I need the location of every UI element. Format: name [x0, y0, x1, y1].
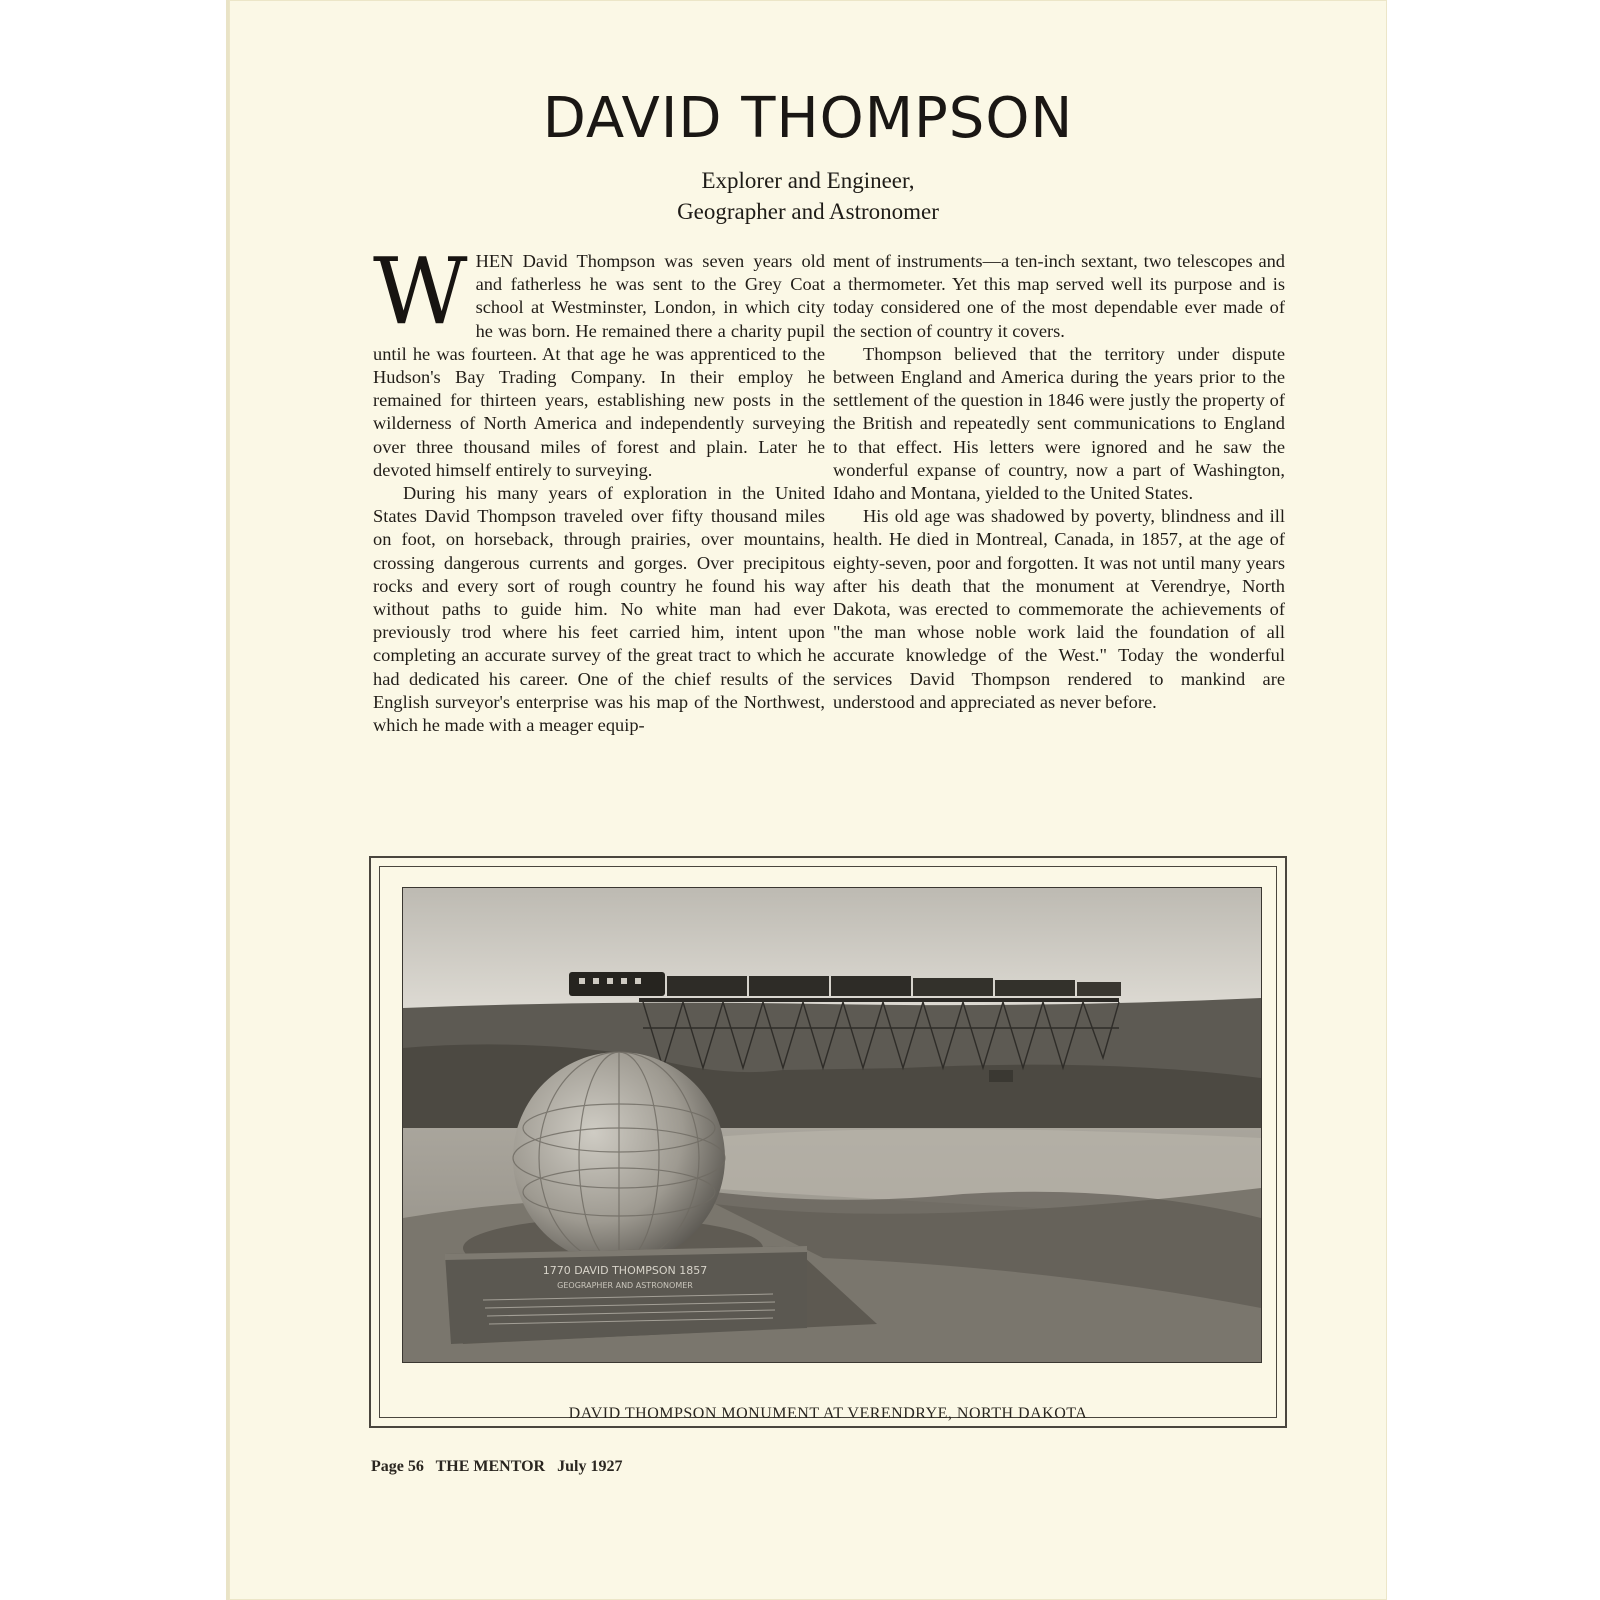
paragraph: During his many years of exploration in the United States David Thompson traveled over fifty thousand miles on foot, on horseback, through prairies, over mountains, crossing dangerous currents and gorges. Over precipitous rocks and every sort of rough country he found his way without paths to guide him. No white man had ever previously trod where his feet carried him, intent upon completing an accurate survey of the great tract to which he had dedicated his career. One of the chief results of the English surveyor's enterprise was his map of the Northwest, which he made with a meager equip-: [373, 483, 825, 736]
stone-globe: [513, 1052, 725, 1264]
page-number: Page 56: [371, 1458, 424, 1475]
drop-cap: W: [373, 238, 468, 345]
monument-pedestal: [445, 1246, 807, 1344]
monument-inscription-line2: GEOGRAPHER AND ASTRONOMER: [557, 1281, 693, 1290]
article-title: DAVID THOMPSON: [542, 86, 1074, 151]
right-column: [833, 250, 1285, 714]
article-subtitle-line2: Geographer and Astronomer: [677, 199, 939, 224]
left-column: [373, 238, 825, 737]
monument-photo: [402, 887, 1262, 1363]
photo-plate: [369, 856, 1287, 1428]
paragraph: ment of instruments—a ten-inch sextant, two telescopes and a thermometer. Yet this map served well its purpose and is today considered one of the most dependable ever made of the section of country it covers.: [833, 251, 1285, 341]
paragraph: Thompson believed that the territory under dispute between England and America during the years prior to the settlement of the question in 1846 were justly the property of the British and repeatedly sent communications to England to that effect. His letters were ignored and he saw the wonderful expanse of country, now a part of Washington, Idaho and Montana, yielded to the United States.: [833, 343, 1285, 504]
paragraph: [373, 238, 825, 482]
plate-inner-border: [379, 866, 1277, 1422]
paragraph: His old age was shadowed by poverty, blindness and ill health. He died in Montreal, Canada, in 1857, at the age of eighty-seven, poor and forgotten. It was not until many years after his death that the monument at Verendrye, North Dakota, was erected to commemorate the achievements of "the man whose noble work laid the foundation of all accurate knowledge of the West." Today the wonderful services David Thompson rendered to mankind are understood and appreciated as never before.: [833, 506, 1285, 712]
page-footer: [371, 1458, 630, 1476]
paragraph-text: HEN David Thompson was seven years old and fatherless he was sent to the Grey Coat school at Westminster, London, in which city he was born. He remained there a charity pupil until he was fourteen. At that age he was apprenticed to the Hudson's Bay Trading Company. In their employ he remained for thirteen years, establishing new posts in the wilderness of North America and independently surveying over three thousand miles of forest and plain. Later he devoted himself entirely to surveying.: [373, 251, 825, 480]
magazine-page: [226, 0, 1387, 1600]
article-subtitle-line1: Explorer and Engineer,: [701, 168, 915, 193]
monument-inscription-line1: 1770 DAVID THOMPSON 1857: [542, 1264, 708, 1277]
issue-date: July 1927: [557, 1458, 623, 1475]
magazine-name: THE MENTOR: [435, 1458, 546, 1475]
photo-caption: DAVID THOMPSON MONUMENT AT VERENDRYE, NORTH DAKOTA: [568, 1405, 1088, 1422]
